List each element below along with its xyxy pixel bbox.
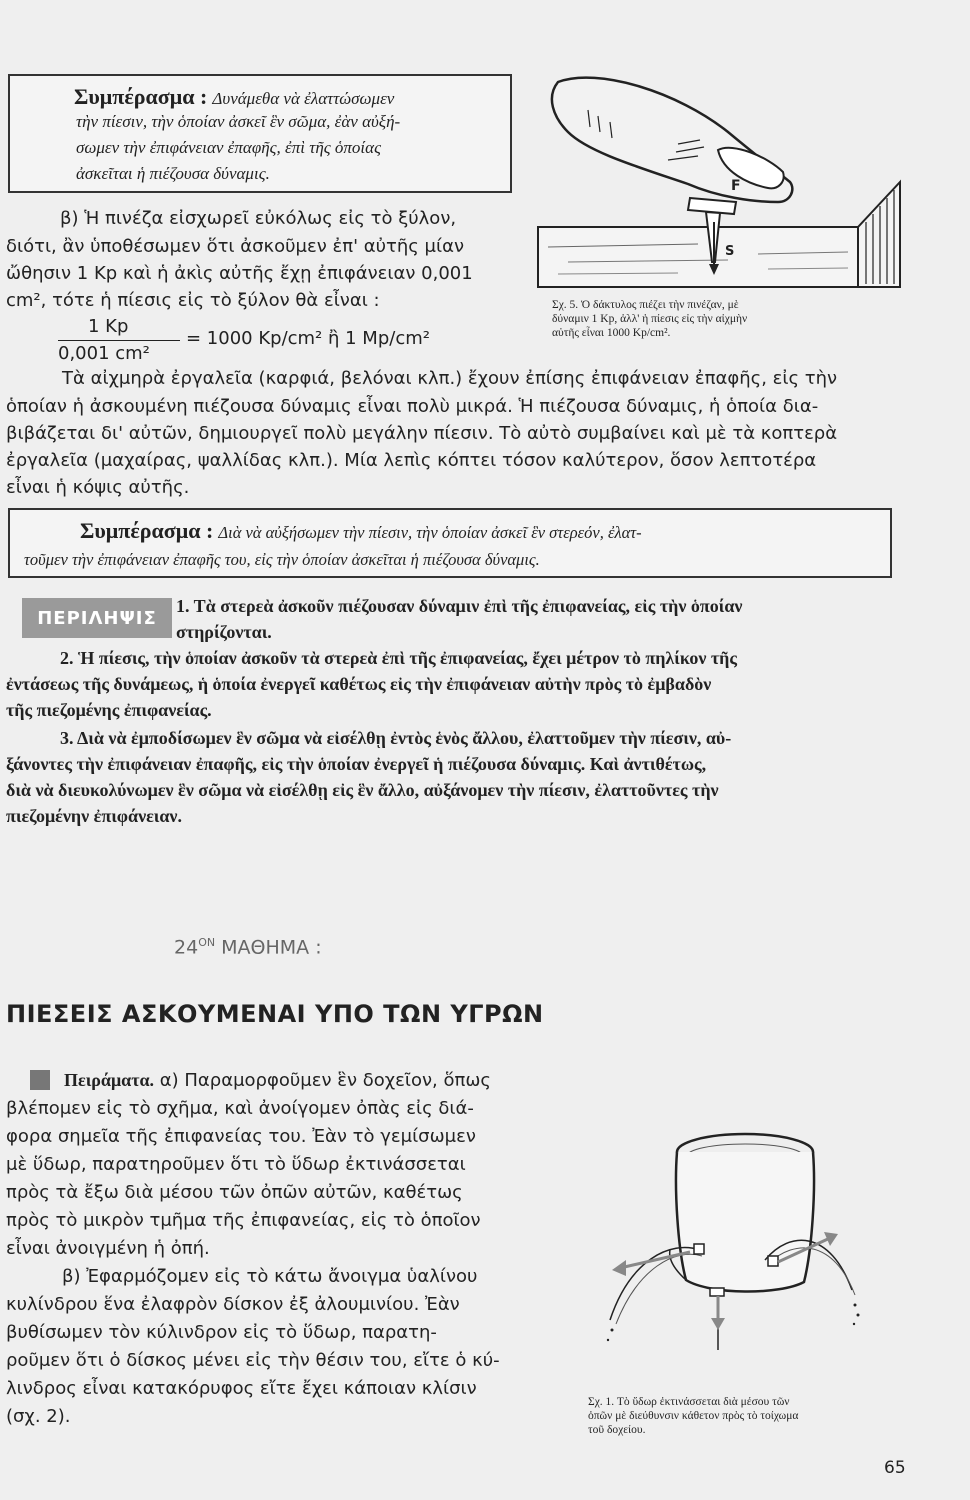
figure-5-caption-line-1: Σχ. 5. Ὁ δάκτυλος πιέζει τὴν πινέζαν, μὲ	[552, 299, 739, 311]
para-b-line-3: ὤθησιν 1 Kp καὶ ἡ ἀκὶς αὐτῆς ἔχῃ ἐπιφάνειαν 0,001	[6, 263, 473, 284]
figure-1-caption-line-3: τοῦ δοχείου.	[588, 1424, 646, 1436]
section-marker-icon	[30, 1070, 50, 1090]
experiments-heading: Πειράματα.	[64, 1070, 155, 1090]
figure-5-caption-line-2: δύναμιν 1 Kp, ἀλλ' ἡ πίεσις εἰς τὴν αἰχμὴν	[552, 313, 748, 325]
lesson-number-sup: ΟΝ	[198, 936, 216, 949]
summary-item-2-line-1: 2. Ἡ πίεσις, τὴν ὁποίαν ἀσκοῦν τὰ στερεὰ ἐπὶ τῆς ἐπιφανείας, ἔχει μέτρον τὸ πηλίκον τῆς	[60, 648, 737, 668]
lesson-number	[174, 936, 322, 958]
para-tools-line-2: ὁποίαν ἡ ἀσκουμένη πιέζουσα δύναμις εἶναι πολὺ μικρά. Ἡ πιέζουσα δύναμις, ἡ ὁποία δια-	[6, 396, 819, 417]
conclusion-2-label: Συμπέρασμα :	[80, 518, 214, 543]
finger-pin-illustration	[528, 72, 910, 294]
experiments-line-1: α) Παραμορφοῦμεν ἓν δοχεῖον, ὅπως	[159, 1070, 491, 1091]
experiments-line-3: φορα σημεῖα τῆς ἐπιφανείας του. Ἐὰν τὸ γεμίσωμεν	[6, 1126, 476, 1147]
figure-1-container	[590, 1110, 900, 1380]
para-b-line-1: β) Ἡ πινέζα εἰσχωρεῖ εὐκόλως εἰς τὸ ξύλον,	[60, 208, 457, 229]
page-number: 65	[884, 1458, 906, 1478]
figure-5-finger-pin	[528, 72, 910, 294]
experiments-b-line-1: β) Ἐφαρμόζομεν εἰς τὸ κάτω ἄνοιγμα ὑαλίνου	[62, 1266, 478, 1287]
para-b-line-2: διότι, ἂν ὑποθέσωμεν ὅτι ἀσκοῦμεν ἐπ' αὐτῆς μίαν	[6, 236, 465, 257]
conclusion-2-line-1: Διὰ νὰ αὐξήσωμεν τὴν πίεσιν, τὴν ὁποίαν ἀσκεῖ ἓν στερεόν, ἐλατ-	[218, 523, 642, 542]
conclusion-1-line-2: τὴν πίεσιν, τὴν ὁποίαν ἀσκεῖ ἓν σῶμα, ἐὰν αὐξή-	[76, 112, 401, 131]
summary-item-3-line-3: διὰ νὰ διευκολύνωμεν ἓν σῶμα νὰ εἰσέλθῃ εἰς ἓν ἄλλο, αὐξάνομεν τὴν πίεσιν, ἐλαττοῦντες τὴν	[6, 780, 719, 800]
lesson-title: ΠΙΕΣΕΙΣ ΑΣΚΟΥΜΕΝΑΙ ΥΠΟ ΤΩΝ ΥΓΡΩΝ	[6, 1000, 544, 1028]
experiments-b-line-3: βυθίσωμεν τὸν κύλινδρον εἰς τὸ ὕδωρ, παρατη-	[6, 1322, 437, 1343]
experiments-line-4: μὲ ὕδωρ, παρατηροῦμεν ὅτι τὸ ὕδωρ ἐκτινάσσεται	[6, 1154, 466, 1175]
summary-item-2-line-3: τῆς πιεζομένης ἐπιφανείας.	[6, 700, 212, 720]
water-container-illustration	[590, 1110, 900, 1380]
conclusion-1-line-4: ἀσκεῖται ἡ πιέζουσα δύναμις.	[76, 164, 270, 183]
experiments-b-line-6: (σχ. 2).	[6, 1406, 71, 1427]
figure-5-caption-line-3: αὐτῆς εἶναι 1000 Kp/cm².	[552, 327, 671, 339]
conclusion-1-label: Συμπέρασμα :	[74, 84, 208, 109]
label-s: S	[725, 244, 735, 259]
para-tools-line-1: Τὰ αἰχμηρὰ ἐργαλεῖα (καρφιά, βελόναι κλπ.) ἔχουν ἐπίσης ἐπιφάνειαν ἐπαφῆς, εἰς τὴν	[62, 368, 838, 389]
para-tools-line-4: ἐργαλεῖα (μαχαίρας, ψαλλίδας κλπ.). Μία λεπὶς κόπτει τόσον καλύτερον, ὅσον λεπτοτέρα	[6, 450, 817, 471]
para-tools-line-3: βιβάζεται δι' αὐτῶν, δημιουργεῖ πολὺ μεγάλην πίεσιν. Τὸ αὐτὸ συμβαίνει καὶ μὲ τὰ κοπτερὰ	[6, 423, 838, 444]
figure-1-caption-line-2: ὀπῶν μὲ διεύθυνσιν κάθετον πρὸς τὸ τοίχωμα	[588, 1410, 799, 1422]
summary-item-3-line-2: ξάνοντες τὴν ἐπιφάνειαν ἐπαφῆς, εἰς τὴν ὁποίαν ἐνεργεῖ ἡ πιέζουσα δύναμις. Καὶ ἀντιθέτως,	[6, 754, 707, 774]
experiments-line-5: πρὸς τὰ ἔξω διὰ μέσου τῶν ὀπῶν αὐτῶν, καθέτως	[6, 1182, 463, 1203]
formula-numerator: 1 Kp	[88, 316, 129, 337]
figure-1-caption-line-1: Σχ. 1. Τὸ ὕδωρ ἐκτινάσσεται διὰ μέσου τῶν	[588, 1396, 790, 1408]
experiments-b-line-4: ροῦμεν ὅτι ὁ δίσκος μένει εἰς τὴν θέσιν του, εἴτε ὁ κύ-	[6, 1350, 500, 1371]
summary-item-2-line-2: ἐντάσεως τῆς δυνάμεως, ἡ ὁποία ἐνεργεῖ καθέτως εἰς τὴν ἐπιφάνειαν αὐτὴν πρὸς τὸ ἐμβαδὸν	[6, 674, 712, 694]
summary-item-3-line-1: 3. Διὰ νὰ ἐμποδίσωμεν ἓν σῶμα νὰ εἰσέλθῃ ἐντὸς ἑνὸς ἄλλου, ἐλαττοῦμεν τὴν πίεσιν, αὐ-	[60, 728, 732, 748]
lesson-number-digits: 24	[174, 936, 199, 959]
experiments-b-line-2: κυλίνδρου ἕνα ἐλαφρὸν δίσκον ἐξ ἀλουμινίου. Ἐὰν	[6, 1294, 460, 1315]
lesson-word: ΜΑΘΗΜΑ :	[221, 936, 322, 959]
summary-item-1-line-2: στηρίζονται.	[176, 622, 272, 642]
experiments-line-2: βλέπομεν εἰς τὸ σχῆμα, καὶ ἀνοίγομεν ὀπὰς εἰς διά-	[6, 1098, 474, 1119]
formula-result: = 1000 Kp/cm² ἢ 1 Mp/cm²	[186, 328, 430, 349]
fraction-bar	[58, 340, 180, 341]
para-tools-line-5: εἶναι ἡ κόψις αὐτῆς.	[6, 477, 190, 498]
experiments-b-line-5: λινδρος εἶναι κατακόρυφος εἴτε ἔχει κάποιαν κλίσιν	[6, 1378, 477, 1399]
conclusion-2-line-2: τοῦμεν τὴν ἐπιφάνειαν ἐπαφῆς του, εἰς τὴν ὁποίαν ἀσκεῖται ἡ πιέζουσα δύναμις.	[24, 550, 540, 569]
para-b-line-4: cm², τότε ἡ πίεσις εἰς τὸ ξύλον θὰ εἶναι :	[6, 290, 380, 311]
formula-denominator: 0,001 cm²	[58, 343, 150, 364]
experiments-line-7: εἶναι ἀνοιγμένη ἡ ὀπή.	[6, 1238, 210, 1259]
experiments-line-6: πρὸς τὸ μικρὸν τμῆμα τῆς ἐπιφανείας, εἰς τὸ ὁποῖον	[6, 1210, 481, 1231]
conclusion-box-2	[8, 508, 892, 578]
conclusion-1-line-1: Δυνάμεθα νὰ ἐλαττώσωμεν	[212, 89, 395, 108]
summary-tag: ΠΕΡΙΛΗΨΙΣ	[22, 598, 172, 638]
conclusion-1-line-3: σωμεν τὴν ἐπιφάνειαν ἐπαφῆς, ἐπὶ τῆς ὁποίας	[76, 138, 381, 157]
conclusion-box-1	[8, 74, 512, 193]
summary-item-1-line-1: 1. Τὰ στερεὰ ἀσκοῦν πιέζουσαν δύναμιν ἐπὶ τῆς ἐπιφανείας, εἰς τὴν ὁποίαν	[176, 596, 743, 616]
summary-item-3-line-4: πιεζομένην ἐπιφάνειαν.	[6, 806, 182, 826]
label-f: F	[731, 178, 741, 194]
